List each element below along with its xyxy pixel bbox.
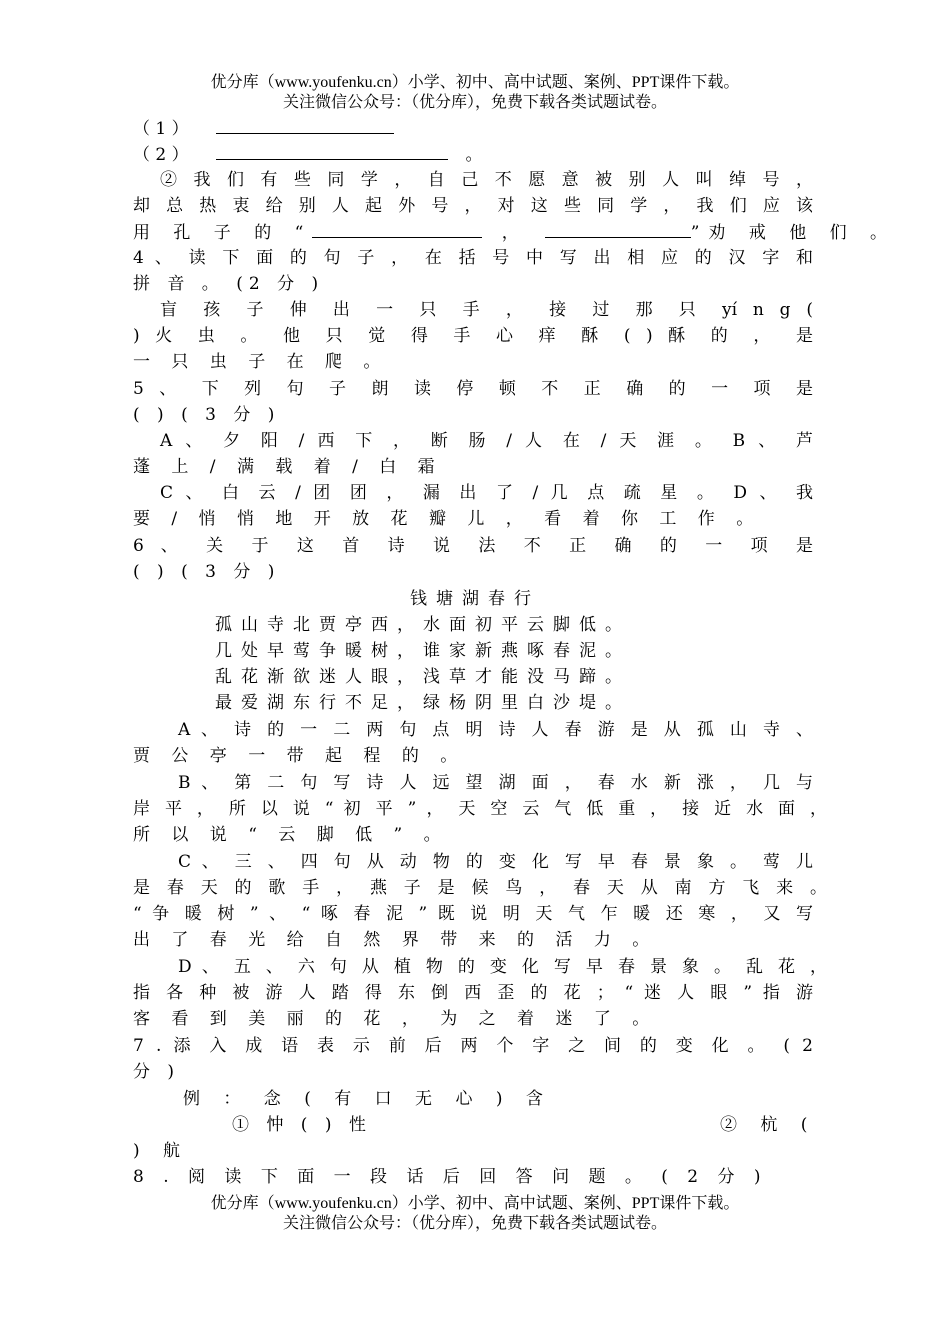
footer-line-1: 优分库（www.youfenku.cn）小学、初中、高中试题、案例、PPT课件下载。 [210, 1195, 740, 1212]
q5-option-b-line-2: 蓬 上 / 满 载 着 / 白 霜 [133, 457, 443, 477]
q7-item-2: ② 杭 ( [720, 1115, 817, 1135]
q7-item-1: ① 忡 ( ) 性 [232, 1115, 372, 1135]
q5-option-d-line-2: 要 / 悄 悄 地 开 放 花 瓣 儿 ， 看 着 你 工 作 。 [133, 509, 762, 529]
q5-line-1: 5 、 下 列 句 子 朗 读 停 顿 不 正 确 的 一 项 是 [133, 379, 813, 399]
poem-line-3: 乱花渐欲迷人眼，浅草才能没马蹄。 [215, 667, 631, 687]
q4-line-2: 拼 音 。 (2 分 ) [133, 274, 325, 294]
q4-line-5: 一 只 虫 子 在 爬 。 [133, 352, 389, 372]
answer-blank[interactable] [312, 219, 482, 238]
q5-line-2: ( ) ( 3 分 ) [133, 405, 281, 425]
q6-option-d-line-3: 客 看 到 美 丽 的 花 ， 为 之 着 迷 了 。 [133, 1009, 658, 1029]
q6-option-c-line-3: “ 争 暖 树 ” 、 “ 啄 春 泥 ” 既 说 明 天 气 乍 暖 还 寒 ， 又 写 [133, 904, 813, 924]
q5-option-a-line-1: A 、 夕 阳 / 西 下 ， 断 肠 / 人 在 / 天 涯 。 B 、 芦 [160, 431, 813, 451]
q6-option-d-line-1: D 、 五 、 六 句 从 植 物 的 变 化 写 早 春 景 象 。 乱 花 ， [178, 957, 827, 977]
footer-line-2: 关注微信公众号：（优分库），免费下载各类试题试卷。 [282, 1215, 667, 1232]
poem-line-4: 最爱湖东行不足，绿杨阴里白沙堤。 [215, 693, 631, 713]
poem-line-2: 几处早莺争暖树，谁家新燕啄春泥。 [215, 641, 631, 661]
q3-p2-line-3: 用 孔 子 的 “ ， ”劝 戒 他 们 。 [133, 219, 813, 245]
q6-option-b-line-1: B 、 第 二 句 写 诗 人 远 望 湖 面 ， 春 水 新 涨 ， 几 与 [178, 773, 813, 793]
q3-p2-line-1: ② 我 们 有 些 同 学 ， 自 己 不 愿 意 被 别 人 叫 绰 号 ， [160, 170, 813, 190]
header-line-1: 优分库（www.youfenku.cn）小学、初中、高中试题、案例、PPT课件下载。 [210, 74, 740, 91]
q5-option-c-line-1: C 、 白 云 / 团 团 ， 漏 出 了 / 几 点 疏 星 。 D 、 我 [160, 483, 813, 503]
q7-example: 例 ： 念 ( 有 口 无 心 ) 含 [183, 1089, 552, 1109]
answer-blank[interactable] [216, 141, 448, 160]
q7-line-1: 7 . 添 入 成 语 表 示 前 后 两 个 字 之 间 的 变 化 。 ( 2 [133, 1036, 813, 1056]
q7-item-2-end: ) 航 [133, 1141, 190, 1161]
q6-option-c-line-1: C 、 三 、 四 句 从 动 物 的 变 化 写 早 春 景 象 。 莺 儿 [178, 852, 813, 872]
q7-line-2: 分 ) [133, 1062, 181, 1082]
q8-line-1: 8 . 阅 读 下 面 一 段 话 后 回 答 问 题 。 ( 2 分 ) [133, 1167, 768, 1187]
q6-option-b-line-2: 岸 平 ， 所 以 说 “ 初 平 ” ， 天 空 云 气 低 重 ， 接 近 水 面 ， [133, 799, 827, 819]
q6-option-d-line-2: 指 各 种 被 游 人 踏 得 东 倒 西 歪 的 花 ； “ 迷 人 眼 ” 指 游 [133, 983, 813, 1003]
q6-option-b-line-3: 所 以 说 “ 云 脚 低 ” 。 [133, 825, 449, 845]
q4-line-4: ) 火 虫 。 他 只 觉 得 手 心 痒 酥 ( ) 酥 的 ， 是 [133, 326, 813, 346]
q3-item-2: （ 2 ） 。 [133, 141, 813, 167]
q4-line-3: 盲 孩 子 伸 出 一 只 手 ， 接 过 那 只 yí n g ( [160, 300, 813, 320]
answer-blank[interactable] [216, 115, 394, 134]
poem-title: 钱塘湖春行 [410, 589, 540, 609]
q3-item-1: （ 1 ） [133, 115, 813, 141]
header-line-2: 关注微信公众号：（优分库），免费下载各类试题试卷。 [282, 94, 667, 111]
q6-option-a-line-1: A 、 诗 的 一 二 两 句 点 明 诗 人 春 游 是 从 孤 山 寺 、 [178, 720, 813, 740]
q6-option-c-line-4: 出 了 春 光 给 自 然 界 带 来 的 活 力 。 [133, 930, 658, 950]
q6-option-c-line-2: 是 春 天 的 歌 手 ， 燕 子 是 候 鸟 ， 春 天 从 南 方 飞 来 。 [133, 878, 827, 898]
q6-line-1: 6 、 关 于 这 首 诗 说 法 不 正 确 的 一 项 是 [133, 536, 813, 556]
q4-line-1: 4 、 读 下 面 的 句 子 ， 在 括 号 中 写 出 相 应 的 汉 字 和 [133, 248, 813, 268]
answer-blank[interactable] [545, 219, 691, 238]
q3-p2-line-2: 却 总 热 衷 给 别 人 起 外 号 ， 对 这 些 同 学 ， 我 们 应 该 [133, 196, 813, 216]
q6-option-a-line-2: 贾 公 亭 一 带 起 程 的 。 [133, 746, 466, 766]
q6-line-2: ( ) ( 3 分 ) [133, 562, 281, 582]
poem-line-1: 孤山寺北贾亭西，水面初平云脚低。 [215, 615, 631, 635]
